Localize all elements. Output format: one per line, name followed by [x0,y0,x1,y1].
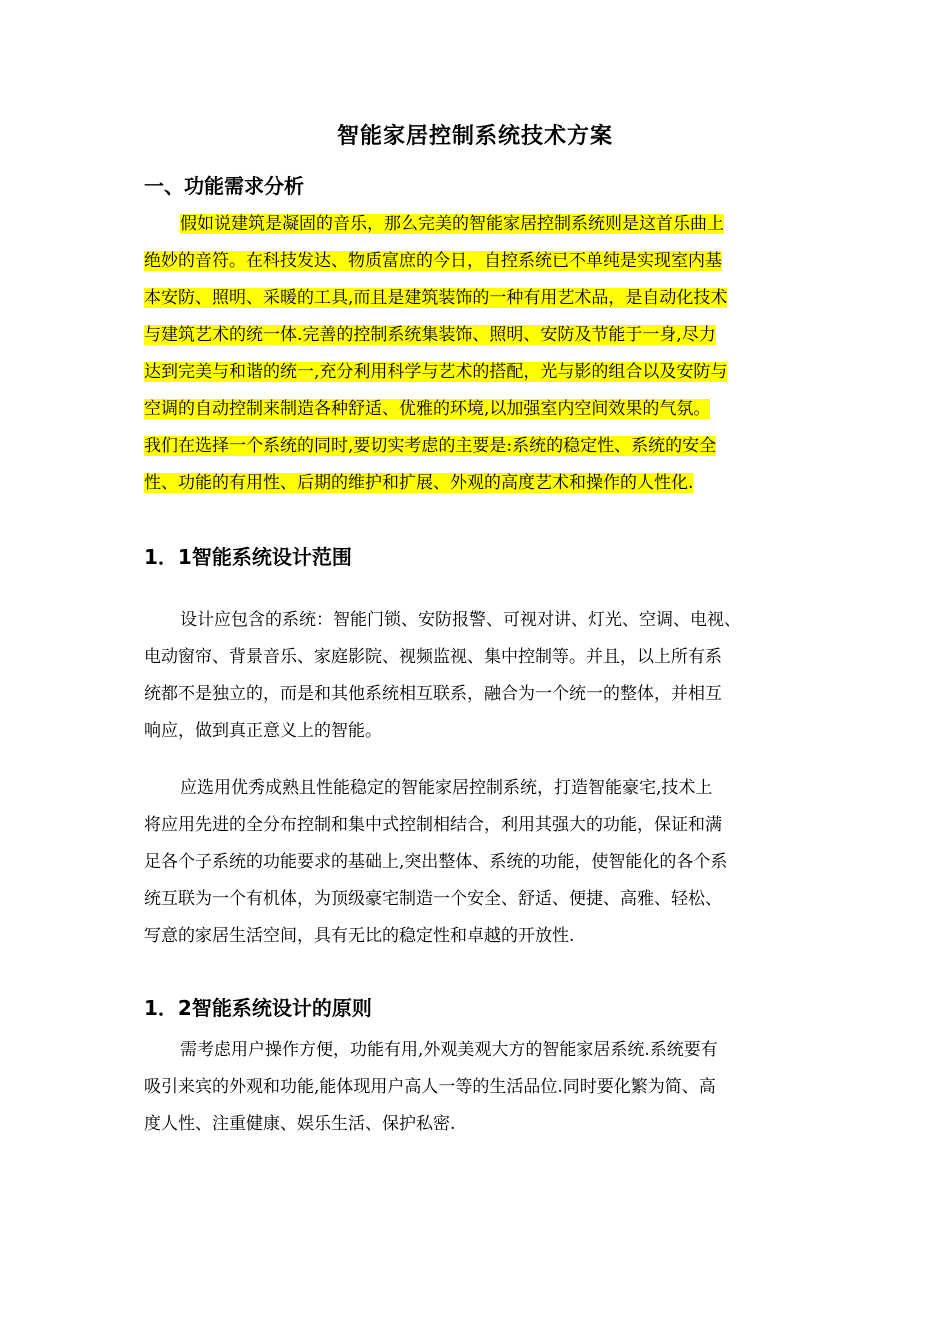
paragraph-line [144,391,809,428]
paragraph-line: 将应用先进的全分布控制和集中式控制相结合，利用其强大的功能，保证和满 [144,815,722,835]
highlighted-text: 我们在选择一个系统的同时,要切实考虑的主要是:系统的稳定性、系统的安全 [144,436,717,456]
design-scope-paragraph-1 [144,602,809,750]
highlighted-text: 达到完美与和谐的统一,充分利用科学与艺术的搭配，光与影的组合以及安防与 [144,362,728,382]
paragraph-line: 响应，做到真正意义上的智能。 [144,721,382,741]
paragraph-line [144,465,809,502]
paragraph-line: 度人性、注重健康、娱乐生活、保护私密. [144,1114,456,1134]
paragraph-line [144,243,809,280]
paragraph-line: 足各个子系统的功能要求的基础上,突出整体、系统的功能，使智能化的各个系 [144,852,728,872]
paragraph-line: 应选用优秀成熟且性能稳定的智能家居控制系统，打造智能豪宅,技术上 [180,778,713,798]
design-scope-paragraph-2 [144,770,809,955]
highlighted-text: 本安防、照明、采暖的工具,而且是建筑装饰的一种有用艺术品，是自动化技术 [144,288,728,308]
paragraph-line: 设计应包含的系统：智能门锁、安防报警、可视对讲、灯光、空调、电视、 [180,610,741,630]
paragraph-line [144,317,809,354]
paragraph-line [144,354,809,391]
highlighted-text: 与建筑艺术的统一体.完善的控制系统集装饰、照明、安防及节能于一身,尽力 [144,325,716,345]
paragraph-line: 吸引来宾的外观和功能,能体现用户高人一等的生活品位.同时要化繁为简、高 [144,1077,716,1097]
paragraph-line: 需考虑用户操作方便，功能有用,外观美观大方的智能家居系统.系统要有 [180,1040,718,1060]
section-heading-design-principles: 1．2智能系统设计的原则 [144,996,372,1020]
paragraph-line [144,280,809,317]
paragraph-line: 统互联为一个有机体，为顶级豪宅制造一个安全、舒适、便捷、高雅、轻松、 [144,889,722,909]
highlighted-text: 性、功能的有用性、后期的维护和扩展、外观的高度艺术和操作的人性化. [144,473,694,493]
document-title: 智能家居控制系统技术方案 [336,124,613,149]
highlighted-text: 假如说建筑是凝固的音乐，那么完美的智能家居控制系统则是这首乐曲上 [180,214,724,234]
paragraph-line: 写意的家居生活空间，具有无比的稳定性和卓越的开放性. [144,926,575,946]
paragraph-line [144,428,809,465]
design-principles-paragraph [144,1032,809,1143]
section-heading-requirements: 一、功能需求分析 [144,174,304,198]
paragraph-line: 电动窗帘、背景音乐、家庭影院、视频监视、集中控制等。并且，以上所有系 [144,647,722,667]
highlighted-text: 空调的自动控制来制造各种舒适、优雅的环境,以加强室内空间效果的气氛。 [144,399,711,419]
highlighted-text: 绝妙的音符。在科技发达、物质富庶的今日，自控系统已不单纯是实现室内基 [144,251,722,271]
paragraph-line [144,206,809,243]
paragraph-line: 统都不是独立的，而是和其他系统相互联系，融合为一个统一的整体，并相互 [144,684,722,704]
highlighted-paragraph [144,206,809,502]
section-heading-design-scope: 1．1智能系统设计范围 [144,545,352,569]
